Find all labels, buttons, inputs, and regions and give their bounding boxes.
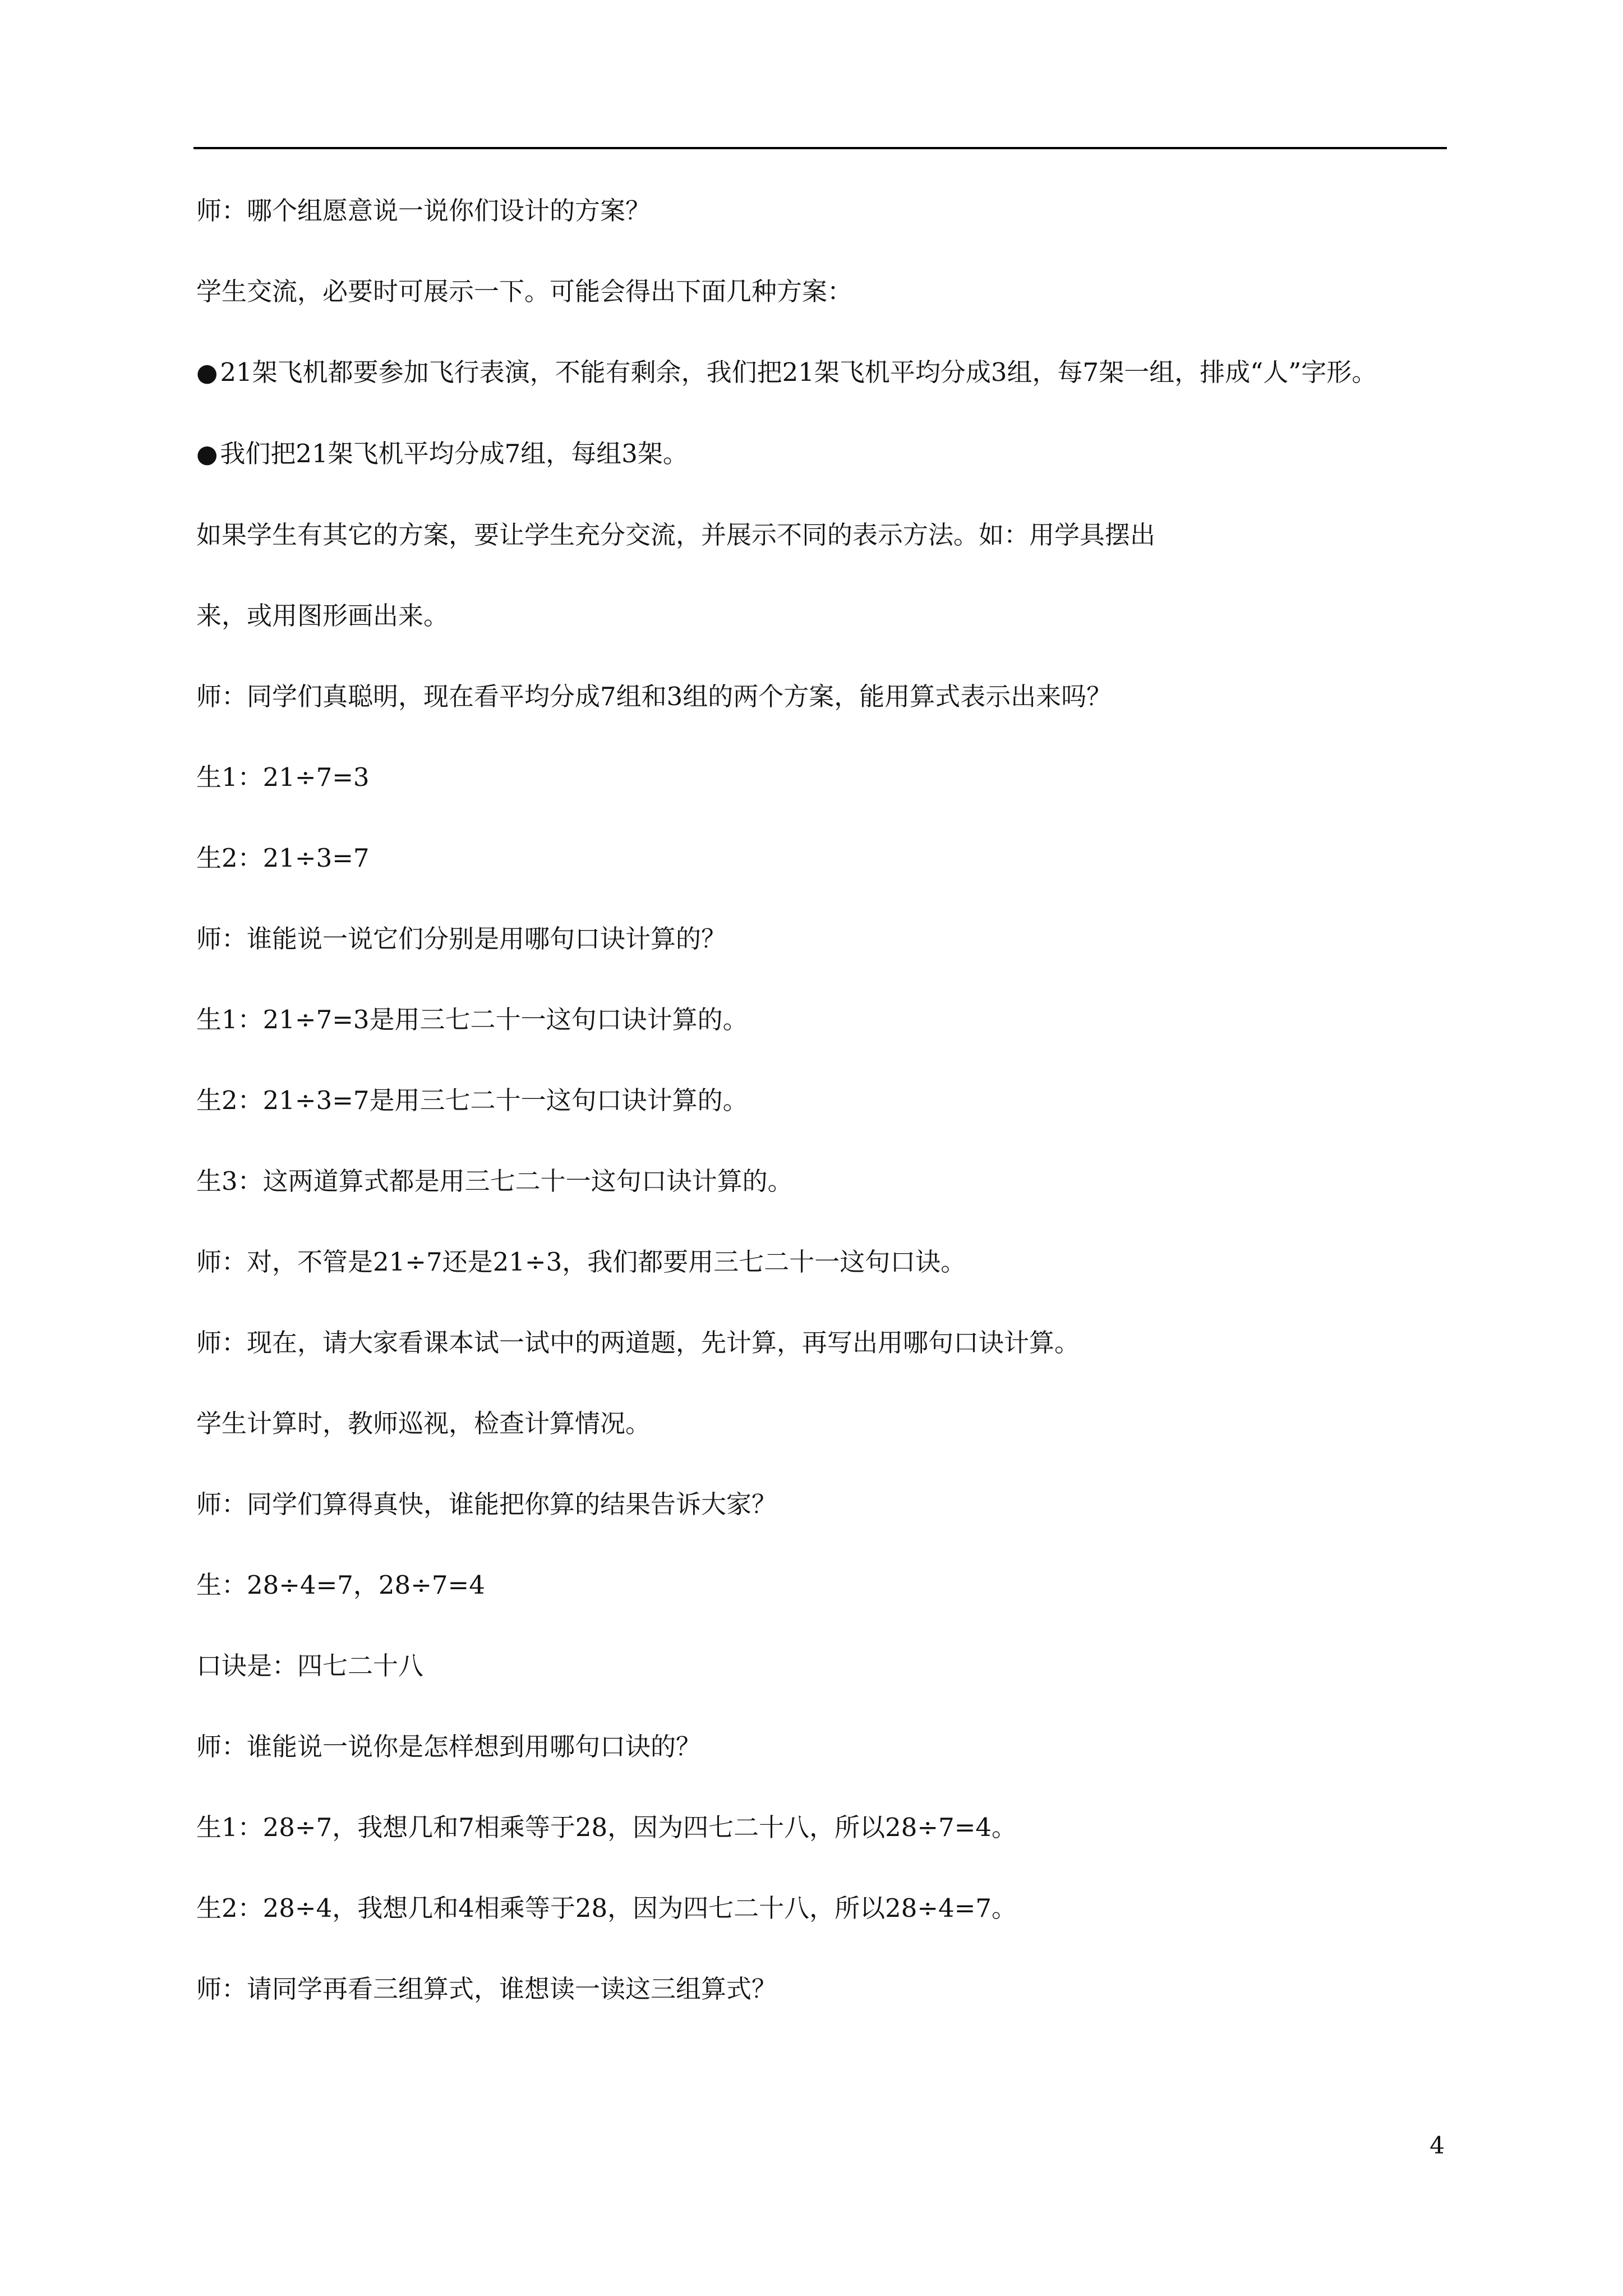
bullet-paragraph	[196, 352, 1447, 393]
paragraph-text: 21架飞机都要参加飞行表演，不能有剩余，我们把21架飞机平均分成3组，每7架一组，排成“人”字形。	[220, 357, 1377, 387]
paragraph: 生2：28÷4，我想几和4相乘等于28，因为四七二十八，所以28÷4=7。	[196, 1893, 1017, 1923]
paragraph: 口诀是：四七二十八	[196, 1651, 424, 1681]
paragraph: 师：谁能说一说你是怎样想到用哪句口诀的？	[196, 1732, 702, 1761]
paragraph: 师：哪个组愿意说一说你们设计的方案？	[196, 196, 651, 226]
bullet-icon: ●	[196, 440, 218, 468]
paragraph: 生1：21÷7=3	[196, 762, 370, 792]
paragraph: 生2：21÷3=7	[196, 843, 370, 873]
paragraph: 师：对，不管是21÷7还是21÷3，我们都要用三七二十一这句口诀。	[196, 1247, 966, 1277]
bullet-paragraph	[196, 434, 1447, 475]
paragraph: 师：谁能说一说它们分别是用哪句口诀计算的？	[196, 924, 727, 954]
bullet-icon: ●	[196, 358, 218, 387]
paragraph: 学生计算时，教师巡视，检查计算情况。	[196, 1409, 651, 1438]
paragraph: 学生交流，必要时可展示一下。可能会得出下面几种方案：	[196, 277, 853, 306]
paragraph: 如果学生有其它的方案，要让学生充分交流，并展示不同的表示方法。如：用学具摆出	[196, 520, 1156, 550]
paragraph: 生1：28÷7，我想几和7相乘等于28，因为四七二十八，所以28÷7=4。	[196, 1812, 1017, 1842]
paragraph: 师：同学们算得真快，谁能把你算的结果告诉大家？	[196, 1489, 777, 1519]
paragraph: 师：请同学再看三组算式，谁想读一读这三组算式？	[196, 1974, 777, 2004]
header-rule	[193, 147, 1447, 149]
paragraph: 生2：21÷3=7是用三七二十一这句口诀计算的。	[196, 1085, 748, 1115]
document-body	[196, 191, 1447, 2050]
paragraph-text: 我们把21架飞机平均分成7组，每组3架。	[220, 439, 688, 468]
paragraph: 师：现在，请大家看课本试一试中的两道题，先计算，再写出用哪句口诀计算。	[196, 1328, 1080, 1358]
paragraph: 生1：21÷7=3是用三七二十一这句口诀计算的。	[196, 1005, 748, 1034]
paragraph: 生：28÷4=7，28÷7=4	[196, 1570, 485, 1600]
paragraph: 师：同学们真聪明，现在看平均分成7组和3组的两个方案，能用算式表示出来吗？	[196, 682, 1112, 711]
paragraph: 来，或用图形画出来。	[196, 601, 449, 631]
page-number: 4	[1430, 2132, 1445, 2159]
paragraph: 生3：这两道算式都是用三七二十一这句口诀计算的。	[196, 1166, 793, 1196]
